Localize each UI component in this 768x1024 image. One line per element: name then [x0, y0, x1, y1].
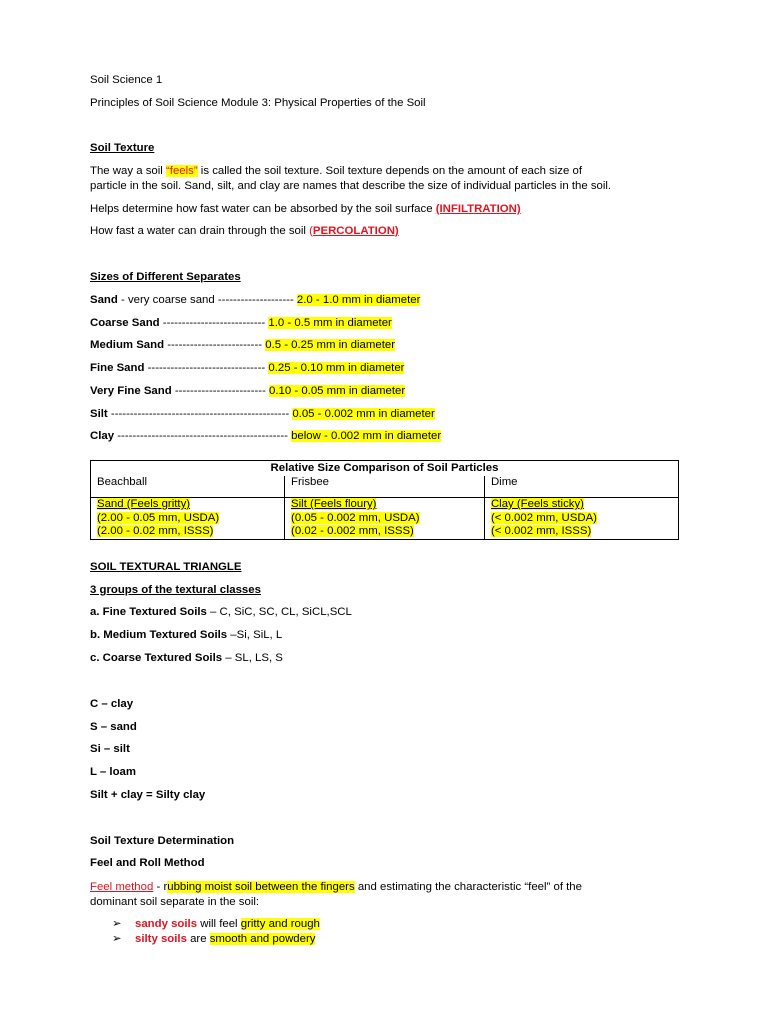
- table-header-cell: Frisbee: [285, 476, 485, 498]
- module-title: Principles of Soil Science Module 3: Physical Properties of the Soil: [90, 97, 426, 109]
- group-item: a. Fine Textured Soils – C, SiC, SC, CL, SiCL,SCL: [90, 606, 352, 618]
- texture-paragraph-line2: particle in the soil. Sand, silt, and clay are names that describe the size of individual particles in the soil.: [90, 180, 612, 192]
- table-cell-sand: Sand (Feels gritty) (2.00 - 0.05 mm, USDA) (2.00 - 0.02 mm, ISSS): [91, 498, 285, 540]
- arrow-bullet-icon: ➢: [112, 933, 122, 945]
- table-header-cell: Dime: [484, 476, 678, 498]
- determination-heading: Soil Texture Determination: [90, 835, 235, 847]
- table-cell-clay: Clay (Feels sticky) (< 0.002 mm, USDA) (< 0.002 mm, ISSS): [484, 498, 678, 540]
- separate-row: Fine Sand ------------------------------- 0.25 - 0.10 mm in diameter: [90, 362, 405, 374]
- method-heading: Feel and Roll Method: [90, 857, 205, 869]
- table-header-cell: Beachball: [91, 476, 285, 498]
- arrow-bullet-icon: ➢: [112, 918, 122, 930]
- feel-method-term: Feel method: [90, 881, 154, 893]
- group-item: c. Coarse Textured Soils – SL, LS, S: [90, 652, 283, 664]
- legend-item: C – clay: [90, 698, 134, 710]
- texture-paragraph-line1: The way a soil “feels” is called the soil texture. Soil texture depends on the amount of each size of: [90, 165, 582, 177]
- group-item: b. Medium Textured Soils –Si, SiL, L: [90, 629, 283, 641]
- bullet-item: sandy soils will feel gritty and rough: [135, 918, 320, 930]
- separate-row: Silt ----------------------------------------------- 0.05 - 0.002 mm in diameter: [90, 408, 435, 420]
- feels-term: “feels”: [165, 165, 198, 177]
- separates-heading: Sizes of Different Separates: [90, 271, 241, 283]
- feel-method-line2: dominant soil separate in the soil:: [90, 896, 260, 908]
- legend-item: L – loam: [90, 766, 137, 778]
- triangle-heading: SOIL TEXTURAL TRIANGLE: [90, 561, 242, 573]
- table-caption: Relative Size Comparison of Soil Particles: [91, 461, 679, 476]
- separate-row: Coarse Sand --------------------------- 1.0 - 0.5 mm in diameter: [90, 317, 392, 329]
- separate-row: Clay --------------------------------------------- below - 0.002 mm in diameter: [90, 430, 442, 442]
- legend-item: Silt + clay = Silty clay: [90, 789, 206, 801]
- soil-texture-heading: Soil Texture: [90, 142, 155, 154]
- particle-size-table: [90, 460, 679, 540]
- table-cell-silt: Silt (Feels floury) (0.05 - 0.002 mm, USDA) (0.02 - 0.002 mm, ISSS): [285, 498, 485, 540]
- infiltration-term: (INFILTRATION): [435, 203, 521, 215]
- infiltration-line: Helps determine how fast water can be absorbed by the soil surface (INFILTRATION): [90, 203, 521, 215]
- separate-row: Medium Sand ------------------------- 0.5 - 0.25 mm in diameter: [90, 339, 395, 351]
- bullet-item: silty soils are smooth and powdery: [135, 933, 316, 945]
- percolation-term: PERCOLATION): [312, 225, 399, 237]
- separate-row: Sand - very coarse sand -------------------- 2.0 - 1.0 mm in diameter: [90, 294, 421, 306]
- legend-item: S – sand: [90, 721, 137, 733]
- separate-row: Very Fine Sand ------------------------ 0.10 - 0.05 mm in diameter: [90, 385, 406, 397]
- course-title: Soil Science 1: [90, 74, 163, 86]
- percolation-line: How fast a water can drain through the soil (PERCOLATION): [90, 225, 399, 237]
- legend-item: Si – silt: [90, 743, 130, 755]
- groups-heading: 3 groups of the textural classes: [90, 584, 261, 596]
- feel-method-line1: Feel method - rubbing moist soil between the fingers and estimating the characteristic “feel” of the: [90, 881, 582, 893]
